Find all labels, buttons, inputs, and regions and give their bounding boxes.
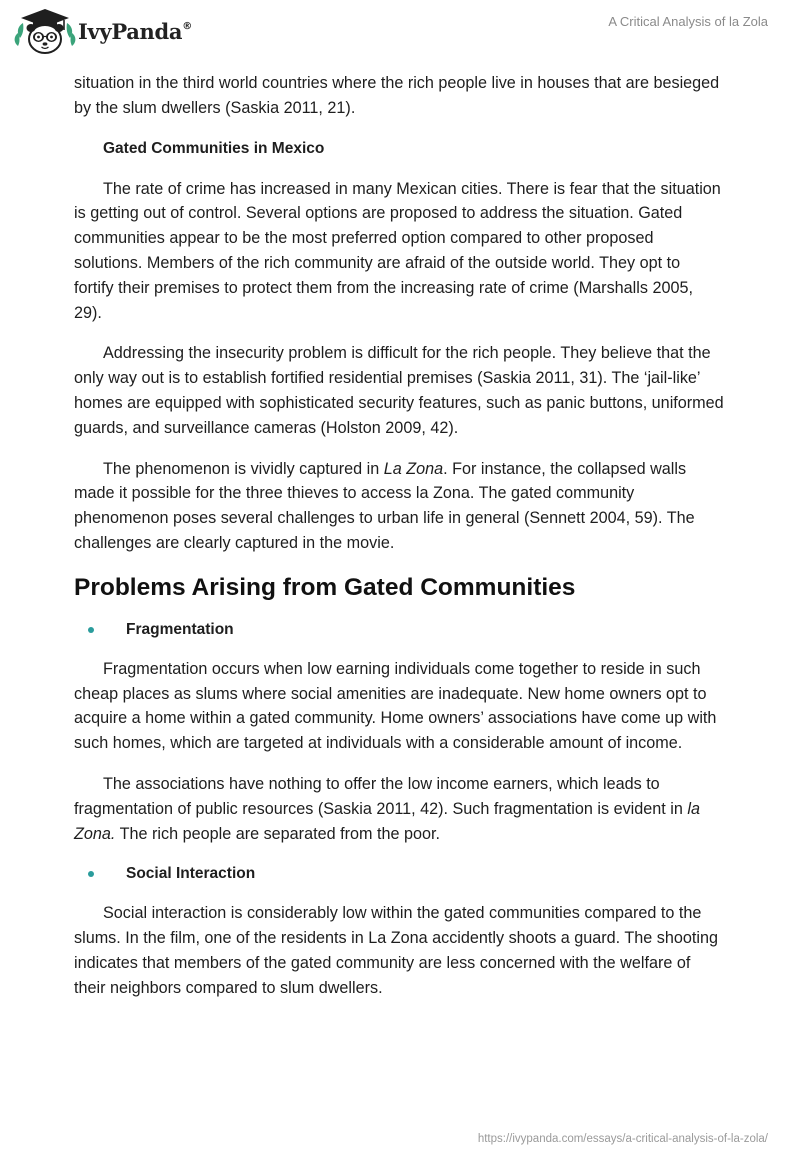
subheading-gated-communities-mexico: Gated Communities in Mexico	[103, 139, 325, 157]
header	[0, 0, 800, 70]
paragraph-fragmentation: Fragmentation occurs when low earning individuals come together to reside in such cheap places as slums where social amenities are inadequate. New home owners opt to acquire a home within a gated community. Home owners’ associations have come up with such homes, which are targeted at individuals with a considerable amount of income.	[74, 659, 717, 753]
bullet-dot-icon	[88, 871, 94, 877]
article-body	[74, 71, 724, 1017]
film-title: La Zona	[383, 459, 444, 478]
footer-url-link[interactable]: https://ivypanda.com/essays/a-critical-analysis-of-la-zola/	[477, 1133, 768, 1145]
bullet-dot-icon	[88, 627, 94, 633]
registered-mark: ®	[182, 21, 192, 32]
bullet-label: Fragmentation	[126, 620, 234, 638]
document-title: A Critical Analysis of la Zola	[608, 14, 768, 29]
paragraph-associations: The associations have nothing to offer the low income earners, which leads to fragmentation of public resources (Saskia 2011, 42). Such fragmentation is evident in la Zona. The rich people are separated from the poor.	[74, 774, 700, 843]
brand-name[interactable]: IvyPanda®	[78, 19, 192, 44]
film-title: la Zona.	[74, 799, 700, 843]
panda-logo-icon[interactable]	[14, 8, 76, 56]
bullet-social-interaction	[74, 862, 724, 886]
bullet-fragmentation	[74, 618, 724, 642]
paragraph-crime: The rate of crime has increased in many Mexican cities. There is fear that the situation is getting out of control. Several options are proposed to address the situation. Gated communities appear to be the most preferred option compared to other proposed solutions. Members of the rich community are afraid of the outside world. They opt to fortify their premises to protect them from the increasing rate of crime (Marshalls 2005, 29).	[74, 179, 721, 322]
section-heading: Problems Arising from Gated Communities	[74, 573, 576, 601]
paragraph-insecurity: Addressing the insecurity problem is difficult for the rich people. They believe that the only way out is to establish fortified residential premises (Saskia 2011, 31). The ‘jail-like’ homes are equipped with sophisticated security features, such as panic buttons, uniformed guards, and surveillance cameras (Holston 2009, 42).	[74, 344, 724, 437]
intro-paragraph: situation in the third world countries where the rich people live in houses that are besieged by the slum dwellers (Saskia 2011, 21).	[74, 74, 720, 117]
paragraph-social-interaction: Social interaction is considerably low within the gated communities compared to the slums. In the film, one of the residents in La Zona accidently shoots a guard. The shooting indicates that members of the gated community are less concerned with the welfare of their neighbors compared to slum dwellers.	[74, 904, 718, 997]
paragraph-phenomenon: The phenomenon is vividly captured in La Zona. For instance, the collapsed walls made it possible for the three thieves to access la Zona. The gated community phenomenon poses several challenges to urban life in general (Sennett 2004, 59). The challenges are clearly captured in the movie.	[74, 459, 695, 552]
bullet-label: Social Interaction	[126, 865, 256, 883]
